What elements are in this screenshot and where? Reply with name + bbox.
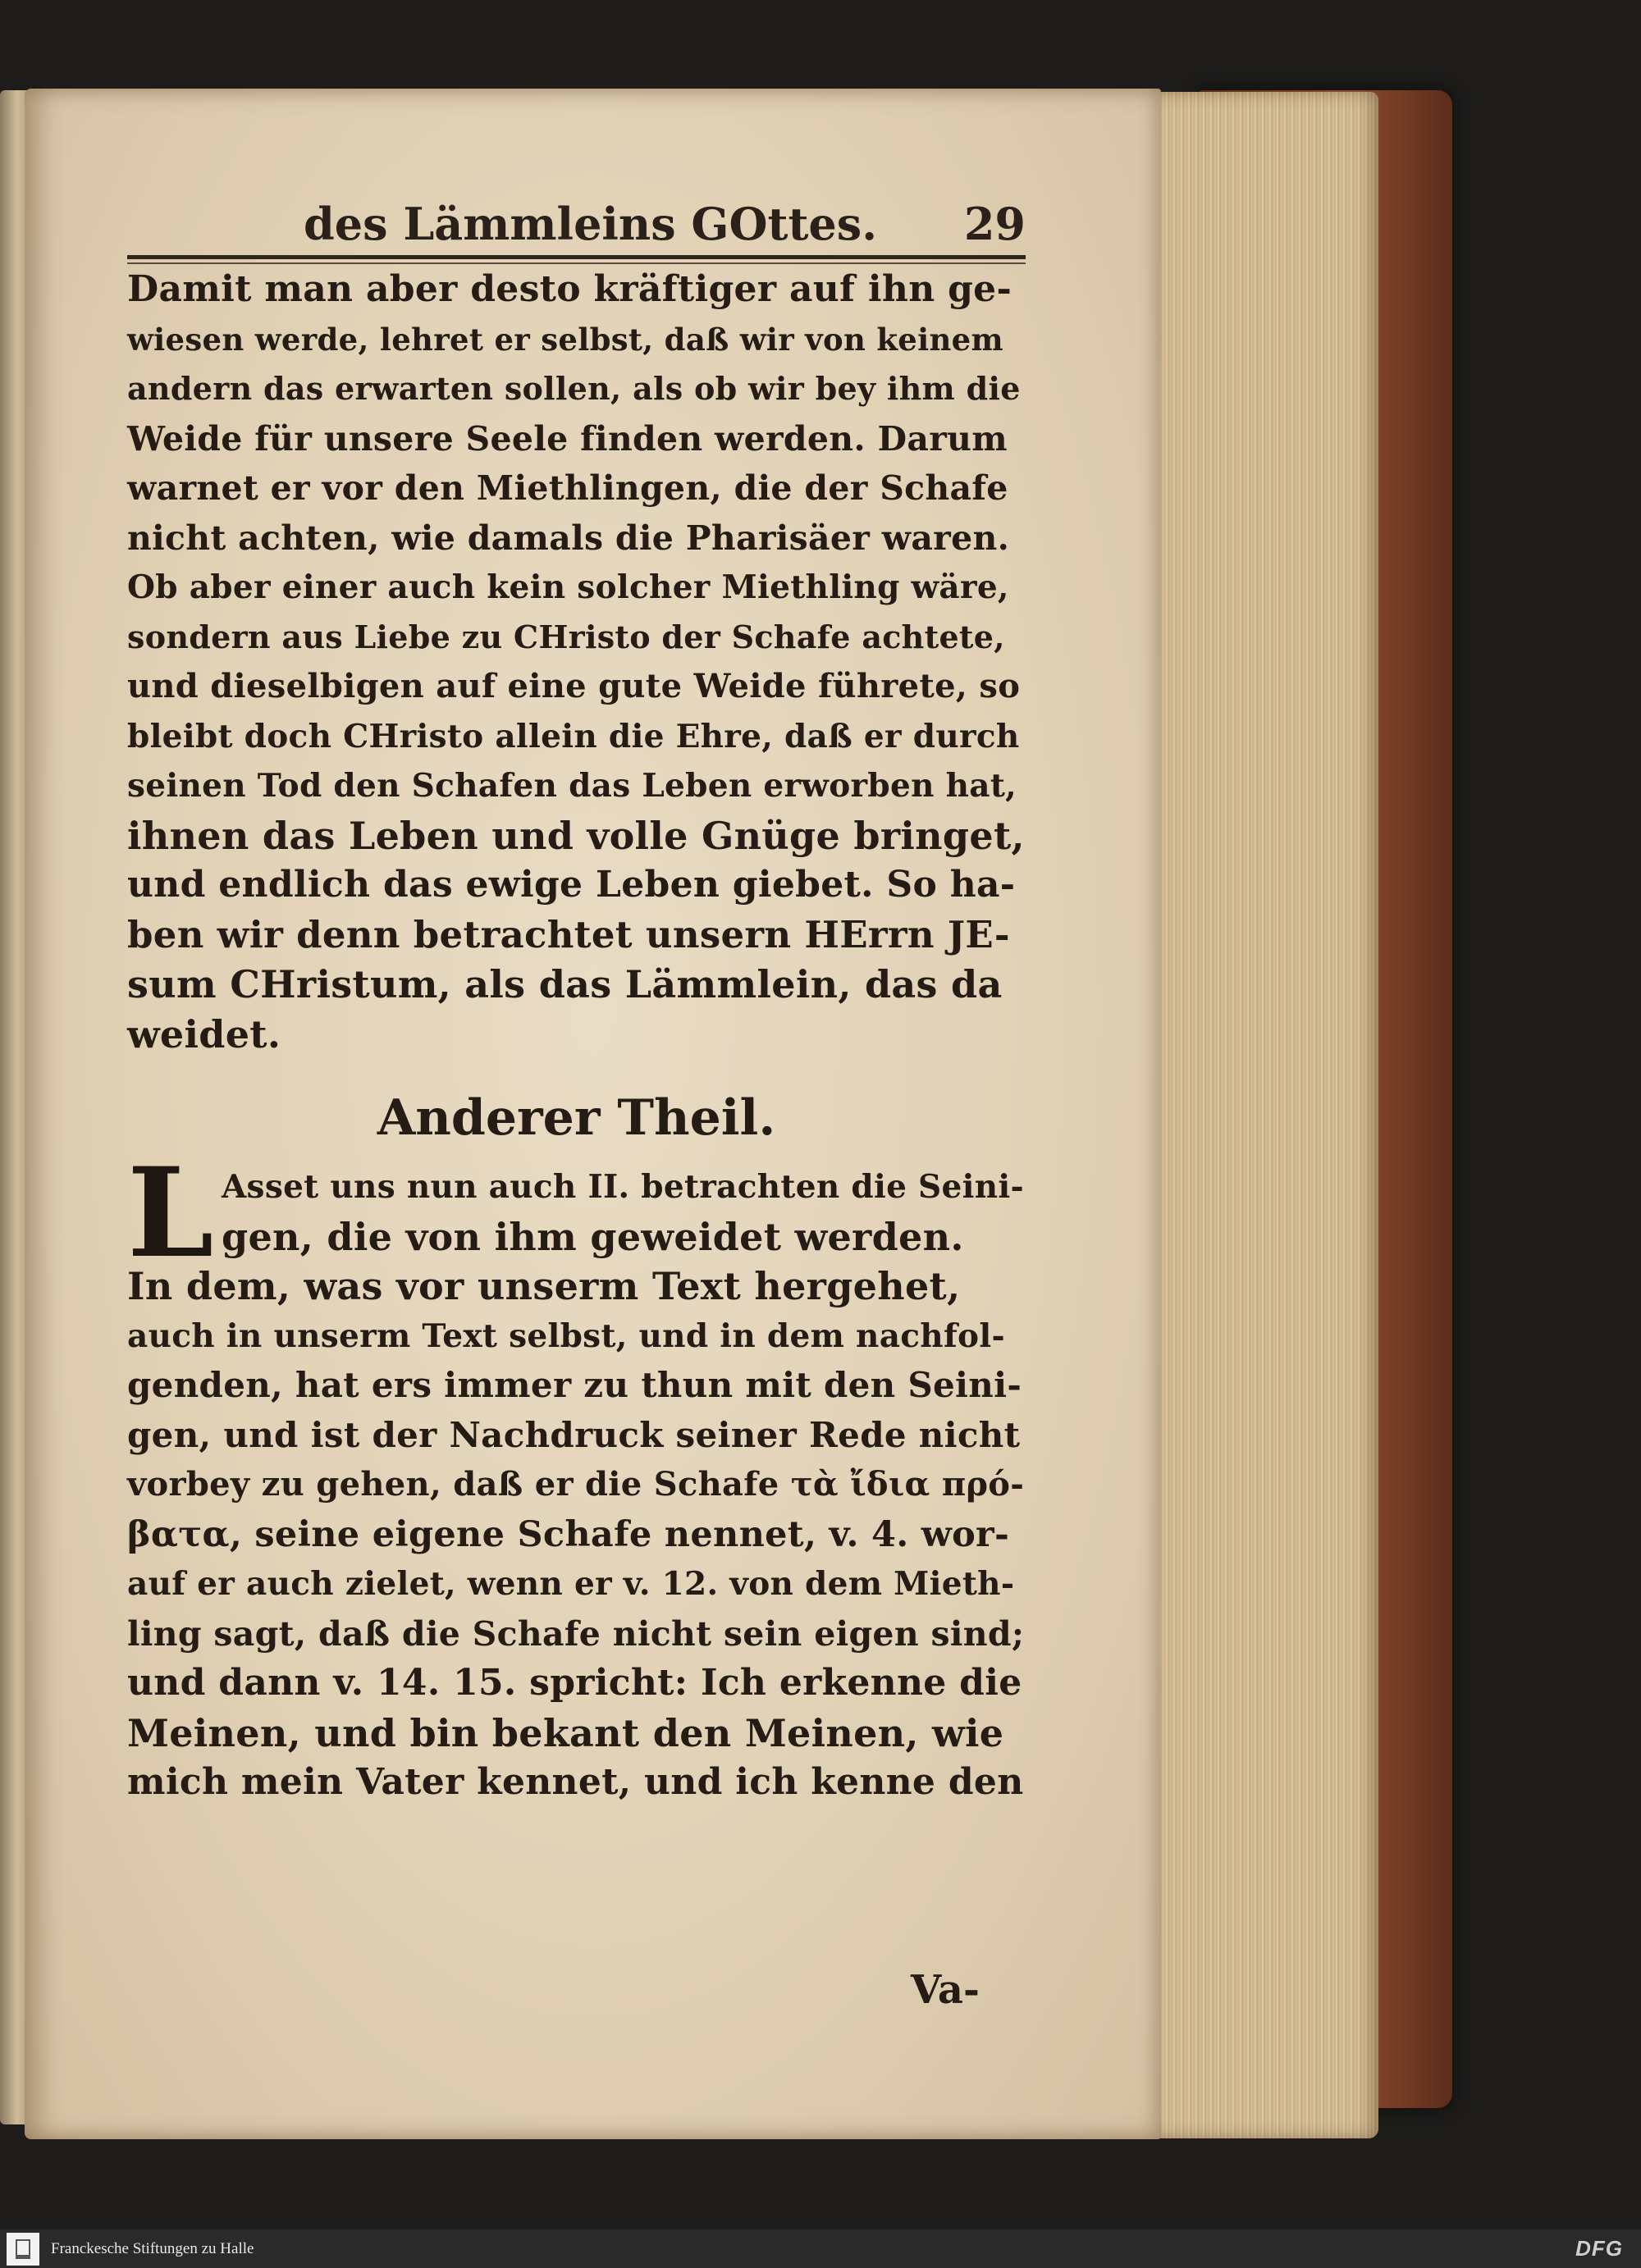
running-head-title: des Lämmleins GOttes. [304,198,877,250]
header-rule [127,255,1026,259]
institution-logo-icon [7,2233,39,2266]
drop-cap-initial: L [127,1141,214,1285]
footer-left [0,2233,254,2266]
text-line: βατα, seine eigene Schafe nennet, v. 4. wor- [127,1513,1010,1555]
running-head [304,191,1026,257]
text-line: auch in unserm Text selbst, und in dem nachfol- [127,1317,1005,1355]
text-line: Ob aber einer auch kein solcher Miethling wäre, [127,568,1009,606]
paragraph-part-two [127,1141,1026,1808]
text-line: sum CHristum, als das Lämmlein, das da [127,962,1003,1006]
left-page-edge [0,90,28,2124]
text-line: ling sagt, daß die Schafe nicht sein eigen sind; [127,1613,1025,1654]
text-line: wiesen werde, lehret er selbst, daß wir von keinem [127,321,1003,358]
text-line: ihnen das Leben und volle Gnüge bringet, [127,813,1025,858]
text-line: mich mein Vater kennet, und ich kenne den [127,1761,1024,1803]
building-icon [16,2239,30,2259]
text-line: gen, und ist der Nachdruck seiner Rede nicht [127,1414,1021,1455]
footer-bar [0,2229,1641,2268]
text-line: Meinen, und bin bekant den Meinen, wie [127,1710,1004,1755]
paragraph-lines [127,1262,1026,1808]
page-number: 29 [963,198,1026,250]
text-line: warnet er vor den Miethlingen, die der Schafe [127,468,1008,508]
text-line: Damit man aber desto kräftiger auf ihn ge- [127,268,1012,310]
drop-cap-lines [127,1162,1026,1262]
text-line: seinen Tod den Schafen das Leben erworben hat, [127,767,1017,805]
text-block [127,265,1026,1808]
text-line: In dem, was vor unserm Text hergehet, [127,1264,961,1308]
text-line: nicht achten, wie damals die Pharisäer waren. [127,518,1010,558]
dfg-logo: DFG [1575,2236,1623,2261]
text-line: Asset uns nun auch II. betrachten die Seini- [222,1168,1025,1206]
text-line: und endlich das ewige Leben giebet. So ha- [127,864,1016,906]
section-heading: Anderer Theil. [377,1089,776,1147]
text-line: gen, die von ihm geweidet werden. [222,1214,964,1259]
text-line: bleibt doch CHristo allein die Ehre, daß er durch [127,717,1020,755]
page-edges [1140,92,1378,2138]
text-line: vorbey zu gehen, daß er die Schafe τὰ ἴδια πρό- [127,1465,1025,1504]
book-page [25,89,1161,2139]
text-line: genden, hat ers immer zu thun mit den Seini- [127,1365,1022,1405]
text-line: ben wir denn betrachtet unsern HErrn JE- [127,912,1010,956]
text-line: andern das erwarten sollen, als ob wir bey ihm die [127,370,1021,407]
text-line: sondern aus Liebe zu CHristo der Schafe achtete, [127,618,1005,655]
paragraph-part-one [127,265,1026,1059]
text-line: und dieselbigen auf eine gute Weide führete, so [127,667,1021,705]
text-line: Weide für unsere Seele finden werden. Darum [127,418,1008,459]
catchword: Va- [911,1967,980,2013]
text-line: weidet. [127,1011,281,1056]
text-line: auf er auch zielet, wenn er v. 12. von dem Mieth- [127,1565,1015,1603]
text-line: und dann v. 14. 15. spricht: Ich erkenne die [127,1662,1022,1704]
institution-name: Franckesche Stiftungen zu Halle [51,2239,254,2257]
